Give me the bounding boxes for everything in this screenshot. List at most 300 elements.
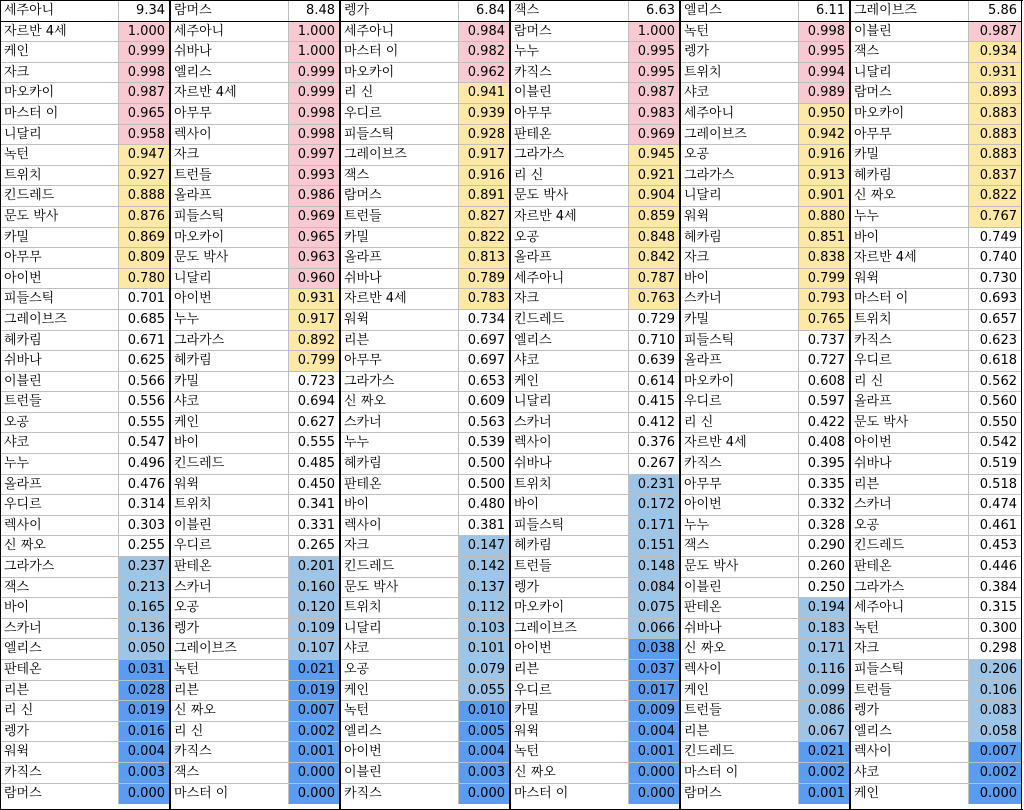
champion-name: 마스터 이 [171, 784, 289, 805]
table-row [341, 742, 509, 763]
table-row [511, 413, 679, 434]
table-row [341, 104, 509, 125]
score-value: 0.880 [799, 207, 849, 227]
header-champion-name: 엘리스 [681, 1, 799, 21]
score-value: 0.609 [459, 392, 509, 412]
champion-name: 케인 [851, 784, 969, 805]
table-row [341, 83, 509, 104]
champion-name: 마오카이 [511, 598, 629, 618]
champion-name: 오공 [1, 413, 119, 433]
score-value: 0.518 [969, 475, 1021, 495]
table-row [681, 454, 849, 475]
score-value: 0.408 [799, 433, 849, 453]
score-value: 0.999 [289, 83, 339, 103]
table-row [1, 63, 169, 84]
champion-name: 판테온 [341, 475, 459, 495]
table-row [171, 413, 339, 434]
table-row [1, 784, 169, 805]
table-row [1, 104, 169, 125]
table-row [1, 145, 169, 166]
table-row [851, 784, 1021, 805]
champion-name: 자르반 4세 [681, 433, 799, 453]
score-value: 0.002 [969, 763, 1021, 783]
score-value: 0.450 [289, 475, 339, 495]
champion-name: 카직스 [341, 784, 459, 805]
champion-name: 샤코 [1, 433, 119, 453]
champion-name: 문도 박사 [511, 186, 629, 206]
champion-name: 쉬바나 [851, 454, 969, 474]
table-row [851, 742, 1021, 763]
table-row [341, 248, 509, 269]
table-row [171, 22, 339, 43]
table-row [341, 207, 509, 228]
champion-name: 누누 [1, 454, 119, 474]
table-row [341, 433, 509, 454]
champion-name: 자크 [171, 145, 289, 165]
champion-name: 이블린 [511, 83, 629, 103]
score-value: 0.021 [799, 742, 849, 762]
score-value: 0.965 [119, 104, 169, 124]
champion-name: 이블린 [171, 516, 289, 536]
score-value: 0.822 [969, 186, 1021, 206]
score-value: 0.290 [799, 536, 849, 556]
score-value: 0.003 [119, 763, 169, 783]
champion-column [171, 1, 341, 809]
table-row [341, 681, 509, 702]
score-value: 0.697 [459, 331, 509, 351]
champion-name: 니달리 [171, 269, 289, 289]
champion-name: 바이 [341, 495, 459, 515]
table-row [681, 495, 849, 516]
champion-name: 카밀 [511, 701, 629, 721]
table-row [681, 392, 849, 413]
table-row [341, 578, 509, 599]
champion-name: 문도 박사 [341, 578, 459, 598]
table-row [1, 722, 169, 743]
champion-name: 헤카림 [851, 166, 969, 186]
table-row [851, 722, 1021, 743]
champion-name: 아무무 [681, 475, 799, 495]
score-value: 0.998 [289, 125, 339, 145]
table-row [171, 42, 339, 63]
score-value: 0.965 [289, 228, 339, 248]
champion-name: 리 신 [341, 83, 459, 103]
table-row [171, 598, 339, 619]
champion-name: 자크 [681, 248, 799, 268]
champion-name: 렝가 [171, 619, 289, 639]
table-row [341, 619, 509, 640]
champion-name: 누누 [851, 207, 969, 227]
table-row [171, 269, 339, 290]
champion-name: 아무무 [1, 248, 119, 268]
champion-name: 아무무 [511, 104, 629, 124]
table-row [1, 83, 169, 104]
table-row [511, 722, 679, 743]
champion-name: 쉬바나 [511, 454, 629, 474]
score-value: 0.963 [289, 248, 339, 268]
champion-name: 판테온 [171, 557, 289, 577]
table-row [1, 351, 169, 372]
champion-name: 아이번 [341, 742, 459, 762]
score-value: 0.560 [969, 392, 1021, 412]
table-row [341, 145, 509, 166]
score-value: 0.136 [119, 619, 169, 639]
table-row [1, 413, 169, 434]
table-row [851, 166, 1021, 187]
score-value: 0.120 [289, 598, 339, 618]
champion-name: 올라프 [1, 475, 119, 495]
header-score: 8.48 [306, 3, 335, 18]
champion-name: 렉사이 [511, 433, 629, 453]
champion-column [1, 1, 171, 809]
champion-name: 이블린 [341, 763, 459, 783]
table-row [171, 331, 339, 352]
table-row [681, 433, 849, 454]
score-value: 0.151 [629, 536, 679, 556]
champion-name: 잭스 [171, 763, 289, 783]
champion-name: 트위치 [851, 310, 969, 330]
champion-name: 리 신 [851, 372, 969, 392]
table-row [1, 660, 169, 681]
table-row [1, 125, 169, 146]
score-value: 0.892 [289, 331, 339, 351]
score-value: 0.941 [459, 83, 509, 103]
champion-name: 쉬바나 [171, 42, 289, 62]
champion-name: 쉬바나 [1, 351, 119, 371]
score-value: 0.341 [289, 495, 339, 515]
table-row [511, 228, 679, 249]
champion-name: 케인 [1, 42, 119, 62]
champion-name: 신 짜오 [681, 639, 799, 659]
score-value: 0.000 [629, 784, 679, 805]
champion-name: 피들스틱 [681, 331, 799, 351]
table-row [341, 372, 509, 393]
champion-name: 마스터 이 [511, 784, 629, 805]
score-value: 0.002 [289, 722, 339, 742]
table-row [171, 763, 339, 784]
score-value: 0.000 [119, 784, 169, 805]
table-row [341, 392, 509, 413]
champion-name: 오공 [681, 145, 799, 165]
score-value: 0.969 [629, 125, 679, 145]
table-row [1, 433, 169, 454]
champion-name: 우디르 [1, 495, 119, 515]
champion-name: 헤카림 [1, 331, 119, 351]
table-row [171, 660, 339, 681]
table-row [681, 784, 849, 805]
score-value: 0.995 [629, 42, 679, 62]
score-value: 0.103 [459, 619, 509, 639]
champion-name: 렝가 [851, 701, 969, 721]
champion-name: 워윅 [511, 722, 629, 742]
score-value: 0.206 [969, 660, 1021, 680]
champion-name: 카직스 [511, 63, 629, 83]
champion-name: 트런들 [681, 701, 799, 721]
table-row [341, 763, 509, 784]
score-value: 0.519 [969, 454, 1021, 474]
table-row [511, 145, 679, 166]
champion-name: 누누 [511, 42, 629, 62]
table-row [1, 598, 169, 619]
table-row [1, 557, 169, 578]
champion-name: 세주아니 [341, 22, 459, 42]
table-row [681, 742, 849, 763]
table-row [171, 742, 339, 763]
table-row [681, 660, 849, 681]
table-row [851, 598, 1021, 619]
table-row [171, 248, 339, 269]
champion-name: 쉬바나 [341, 269, 459, 289]
score-value: 0.555 [289, 433, 339, 453]
score-value: 0.623 [969, 331, 1021, 351]
table-row [341, 186, 509, 207]
champion-name: 렉사이 [341, 516, 459, 536]
table-row [511, 83, 679, 104]
champion-name: 스카너 [851, 495, 969, 515]
score-value: 0.376 [629, 433, 679, 453]
table-row [1, 207, 169, 228]
champion-name: 그라가스 [1, 557, 119, 577]
score-value: 0.461 [969, 516, 1021, 536]
table-row [1, 516, 169, 537]
score-value: 0.079 [459, 660, 509, 680]
table-row [851, 331, 1021, 352]
score-value: 0.017 [629, 681, 679, 701]
table-row [681, 125, 849, 146]
header-champion-name: 람머스 [171, 1, 289, 21]
score-value: 0.842 [629, 248, 679, 268]
champion-name: 카직스 [681, 454, 799, 474]
table-row [681, 145, 849, 166]
table-row [171, 681, 339, 702]
table-row [1, 536, 169, 557]
champion-name: 녹턴 [341, 701, 459, 721]
champion-name: 마오카이 [851, 104, 969, 124]
table-row [1, 454, 169, 475]
score-value: 0.001 [629, 742, 679, 762]
champion-name: 그라가스 [341, 372, 459, 392]
champion-name: 아이번 [511, 639, 629, 659]
score-value: 0.555 [119, 413, 169, 433]
table-row [341, 660, 509, 681]
table-row [681, 722, 849, 743]
table-row [341, 289, 509, 310]
table-row [511, 578, 679, 599]
champion-name: 누누 [341, 433, 459, 453]
table-row [171, 475, 339, 496]
champion-name: 이블린 [1, 372, 119, 392]
champion-name: 아무무 [171, 104, 289, 124]
score-value: 0.883 [969, 145, 1021, 165]
champion-name: 누누 [171, 310, 289, 330]
score-value: 0.237 [119, 557, 169, 577]
score-value: 0.727 [799, 351, 849, 371]
score-value: 0.331 [289, 516, 339, 536]
table-row [341, 331, 509, 352]
champion-name: 니달리 [341, 619, 459, 639]
table-row [851, 660, 1021, 681]
header-champion-name: 그레이브즈 [851, 1, 969, 21]
champion-name: 문도 박사 [851, 413, 969, 433]
table-row [171, 228, 339, 249]
champion-name: 이블린 [851, 22, 969, 42]
table-row [681, 310, 849, 331]
score-value: 0.474 [969, 495, 1021, 515]
champion-name: 아무무 [851, 125, 969, 145]
score-value: 0.947 [119, 145, 169, 165]
champion-name: 트위치 [341, 598, 459, 618]
score-value: 0.003 [459, 763, 509, 783]
table-row [171, 619, 339, 640]
champion-name: 킨드레드 [341, 557, 459, 577]
champion-name: 워윅 [341, 310, 459, 330]
table-row [681, 681, 849, 702]
header-score: 6.63 [646, 3, 675, 18]
table-row [681, 763, 849, 784]
table-row [1, 619, 169, 640]
table-row [851, 228, 1021, 249]
score-value: 0.608 [799, 372, 849, 392]
champion-name: 신 짜오 [171, 701, 289, 721]
score-value: 0.315 [969, 598, 1021, 618]
table-row [851, 578, 1021, 599]
champion-name: 그레이브즈 [1, 310, 119, 330]
champion-name: 자크 [511, 289, 629, 309]
score-value: 0.500 [459, 454, 509, 474]
score-value: 0.213 [119, 578, 169, 598]
table-row [511, 784, 679, 805]
column-header [511, 1, 679, 22]
header-score: 9.34 [136, 3, 165, 18]
table-row [1, 228, 169, 249]
score-value: 0.000 [289, 784, 339, 805]
score-value: 0.480 [459, 495, 509, 515]
champion-name: 마오카이 [681, 372, 799, 392]
table-row [511, 660, 679, 681]
champion-name: 녹턴 [171, 660, 289, 680]
score-value: 0.009 [629, 701, 679, 721]
table-row [171, 639, 339, 660]
column-header [681, 1, 849, 22]
table-row [681, 289, 849, 310]
header-score: 5.86 [988, 3, 1017, 18]
champion-name: 렝가 [681, 42, 799, 62]
champion-name: 카직스 [851, 331, 969, 351]
table-row [171, 536, 339, 557]
score-value: 0.250 [799, 578, 849, 598]
champion-name: 리븐 [511, 660, 629, 680]
champion-name: 리 신 [511, 166, 629, 186]
table-row [511, 22, 679, 43]
champion-name: 트런들 [851, 681, 969, 701]
champion-name: 문도 박사 [1, 207, 119, 227]
champion-name: 피들스틱 [851, 660, 969, 680]
champion-name: 올라프 [681, 351, 799, 371]
score-value: 0.969 [289, 207, 339, 227]
score-value: 0.710 [629, 331, 679, 351]
champion-name: 자르반 4세 [341, 289, 459, 309]
champion-name: 스카너 [1, 619, 119, 639]
champion-name: 트런들 [341, 207, 459, 227]
champion-name: 샤코 [851, 763, 969, 783]
table-row [171, 63, 339, 84]
score-value: 1.000 [119, 22, 169, 42]
champion-name: 렉사이 [681, 660, 799, 680]
champion-name: 리 신 [1, 701, 119, 721]
header-champion-name: 세주아니 [1, 1, 119, 21]
champion-name: 그라가스 [511, 145, 629, 165]
table-row [681, 413, 849, 434]
table-row [681, 598, 849, 619]
champion-name: 이블린 [681, 578, 799, 598]
score-value: 0.994 [799, 63, 849, 83]
score-value: 0.171 [629, 516, 679, 536]
score-value: 0.004 [629, 722, 679, 742]
champion-name: 올라프 [851, 392, 969, 412]
score-value: 0.019 [119, 701, 169, 721]
champion-name: 니달리 [851, 63, 969, 83]
table-row [1, 310, 169, 331]
champion-name: 그라가스 [171, 331, 289, 351]
score-value: 0.917 [289, 310, 339, 330]
score-value: 0.998 [799, 22, 849, 42]
table-row [851, 248, 1021, 269]
score-value: 0.942 [799, 125, 849, 145]
table-row [851, 42, 1021, 63]
column-header [171, 1, 339, 22]
table-row [851, 681, 1021, 702]
champion-name: 리 신 [681, 413, 799, 433]
table-row [851, 186, 1021, 207]
champion-name: 리븐 [681, 722, 799, 742]
score-value: 0.050 [119, 639, 169, 659]
table-row [681, 351, 849, 372]
score-value: 0.939 [459, 104, 509, 124]
table-row [681, 228, 849, 249]
table-row [851, 310, 1021, 331]
table-row [511, 42, 679, 63]
score-value: 0.809 [119, 248, 169, 268]
champion-name: 세주아니 [851, 598, 969, 618]
table-row [851, 433, 1021, 454]
table-row [1, 392, 169, 413]
champion-name: 스카너 [341, 413, 459, 433]
champion-name: 그라가스 [851, 578, 969, 598]
champion-name: 바이 [511, 495, 629, 515]
table-row [341, 63, 509, 84]
champion-name: 리 신 [171, 722, 289, 742]
table-row [1, 639, 169, 660]
table-row [681, 269, 849, 290]
table-row [681, 701, 849, 722]
champion-name: 자르반 4세 [1, 22, 119, 42]
score-value: 0.148 [629, 557, 679, 577]
champion-name: 워윅 [171, 475, 289, 495]
table-row [171, 372, 339, 393]
table-row [851, 392, 1021, 413]
champion-name: 트런들 [171, 166, 289, 186]
score-value: 0.987 [969, 22, 1021, 42]
champion-name: 우디르 [681, 392, 799, 412]
score-value: 0.542 [969, 433, 1021, 453]
score-value: 0.627 [289, 413, 339, 433]
score-value: 0.107 [289, 639, 339, 659]
table-row [511, 331, 679, 352]
score-value: 0.928 [459, 125, 509, 145]
score-value: 0.547 [119, 433, 169, 453]
champion-name: 올라프 [171, 186, 289, 206]
score-value: 0.730 [969, 269, 1021, 289]
